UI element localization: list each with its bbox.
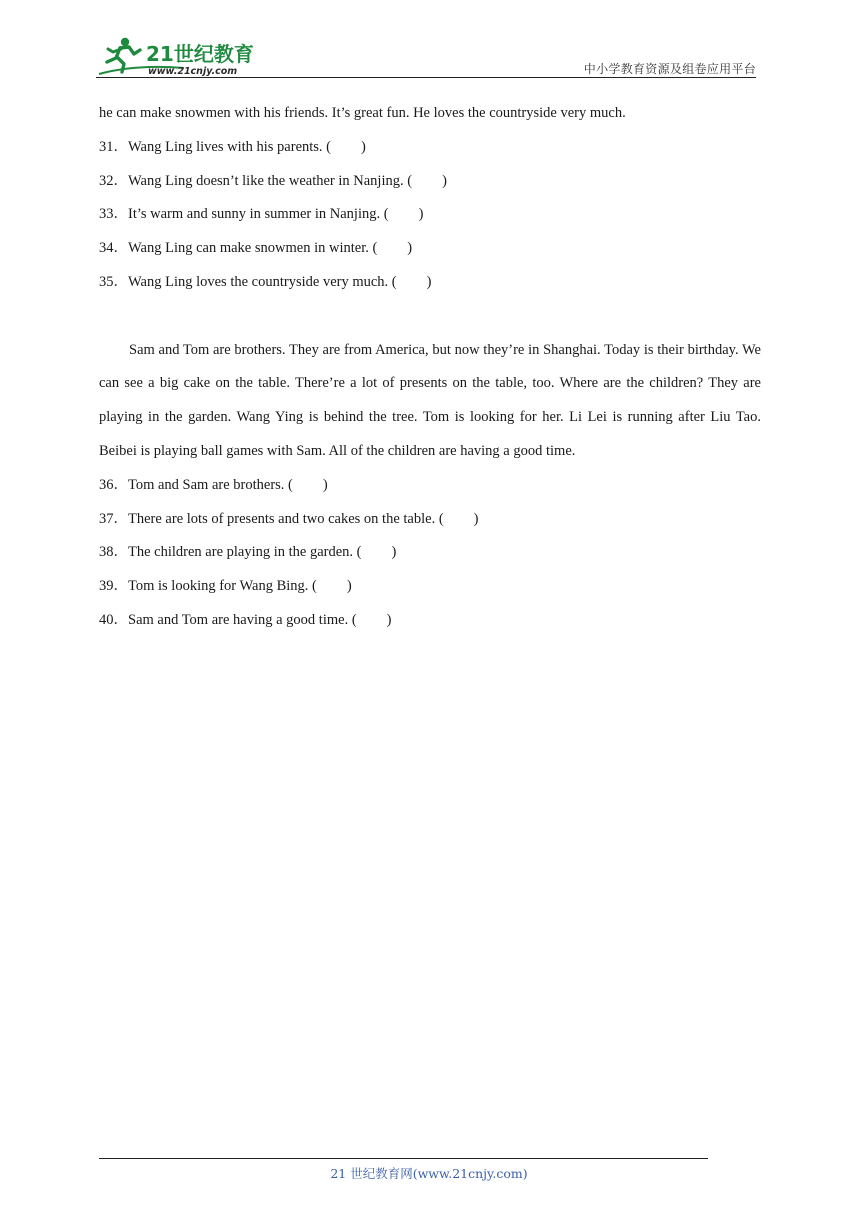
page-footer[interactable]: 21 世纪教育网(www.21cnjy.com) xyxy=(330,1166,528,1181)
question-text: Sam and Tom are having a good time. ( xyxy=(128,611,357,628)
question-close: ) xyxy=(346,578,352,595)
page-header xyxy=(96,34,756,78)
logo-url: www.21cnjy.com xyxy=(148,66,238,77)
question-number: 36． xyxy=(99,476,128,493)
question-list-1 xyxy=(99,131,761,300)
question-text: Tom and Sam are brothers. ( xyxy=(128,476,293,493)
site-logo xyxy=(96,34,266,78)
question-39 xyxy=(99,570,761,604)
question-close: ) xyxy=(426,273,432,290)
question-38 xyxy=(99,536,761,570)
question-close: ) xyxy=(361,138,366,155)
question-number: 33． xyxy=(99,206,128,223)
question-close: ) xyxy=(322,476,328,493)
question-text: Wang Ling doesn’t like the weather in Nanjing. ( xyxy=(128,172,413,189)
question-text: Wang Ling lives with his parents. ( xyxy=(128,138,332,155)
question-number: 39． xyxy=(99,578,128,595)
header-platform-label: 中小学教育资源及组卷应用平台 xyxy=(583,62,756,76)
question-32 xyxy=(99,165,761,199)
question-text: Tom is looking for Wang Bing. ( xyxy=(128,578,317,595)
question-close: ) xyxy=(473,510,479,527)
question-close: ) xyxy=(391,544,397,561)
question-number: 38． xyxy=(99,544,128,561)
question-close: ) xyxy=(442,172,447,189)
question-number: 32． xyxy=(99,172,128,189)
question-number: 37． xyxy=(99,510,128,527)
question-40 xyxy=(99,604,761,638)
runner-logo-icon xyxy=(96,34,266,78)
passage2-text: Sam and Tom are brothers. They are from America, but now they’re in Shanghai. Today is their birthday. We can see a big cake on the table. There’re a lot of presents on the table, too. Where are the children? They are playing in the garden. Wang Ying is behind the tree. Tom is looking for her. Li Lei is running after Liu Tao. Beibei is playing ball games with Sam. All of the children are having a good time. xyxy=(99,341,761,459)
question-list-2 xyxy=(99,469,761,638)
question-text: There are lots of presents and two cakes on the table. ( xyxy=(128,510,444,527)
logo-text: 21世纪教育 xyxy=(146,42,254,66)
question-37 xyxy=(99,503,761,537)
question-number: 31． xyxy=(99,138,128,155)
section-gap xyxy=(99,300,761,334)
question-number: 35． xyxy=(99,273,128,290)
question-36 xyxy=(99,469,761,503)
question-text: The children are playing in the garden. ( xyxy=(128,544,362,561)
question-31 xyxy=(99,131,761,165)
question-close: ) xyxy=(386,611,392,628)
question-close: ) xyxy=(407,240,413,257)
header-divider xyxy=(96,77,756,78)
question-text: It’s warm and sunny in summer in Nanjing. ( xyxy=(128,206,389,223)
question-text: Wang Ling loves the countryside very much. ( xyxy=(128,273,397,290)
question-text: Wang Ling can make snowmen in winter. ( xyxy=(128,240,378,257)
question-close: ) xyxy=(418,206,424,223)
worksheet-body xyxy=(99,97,761,638)
question-35 xyxy=(99,266,761,300)
footer-divider xyxy=(99,1158,708,1159)
question-33 xyxy=(99,198,761,232)
question-34 xyxy=(99,232,761,266)
question-number: 40． xyxy=(99,611,128,628)
passage1-continuation: he can make snowmen with his friends. It’s great fun. He loves the countryside very much. xyxy=(99,105,626,121)
question-number: 34． xyxy=(99,240,128,257)
